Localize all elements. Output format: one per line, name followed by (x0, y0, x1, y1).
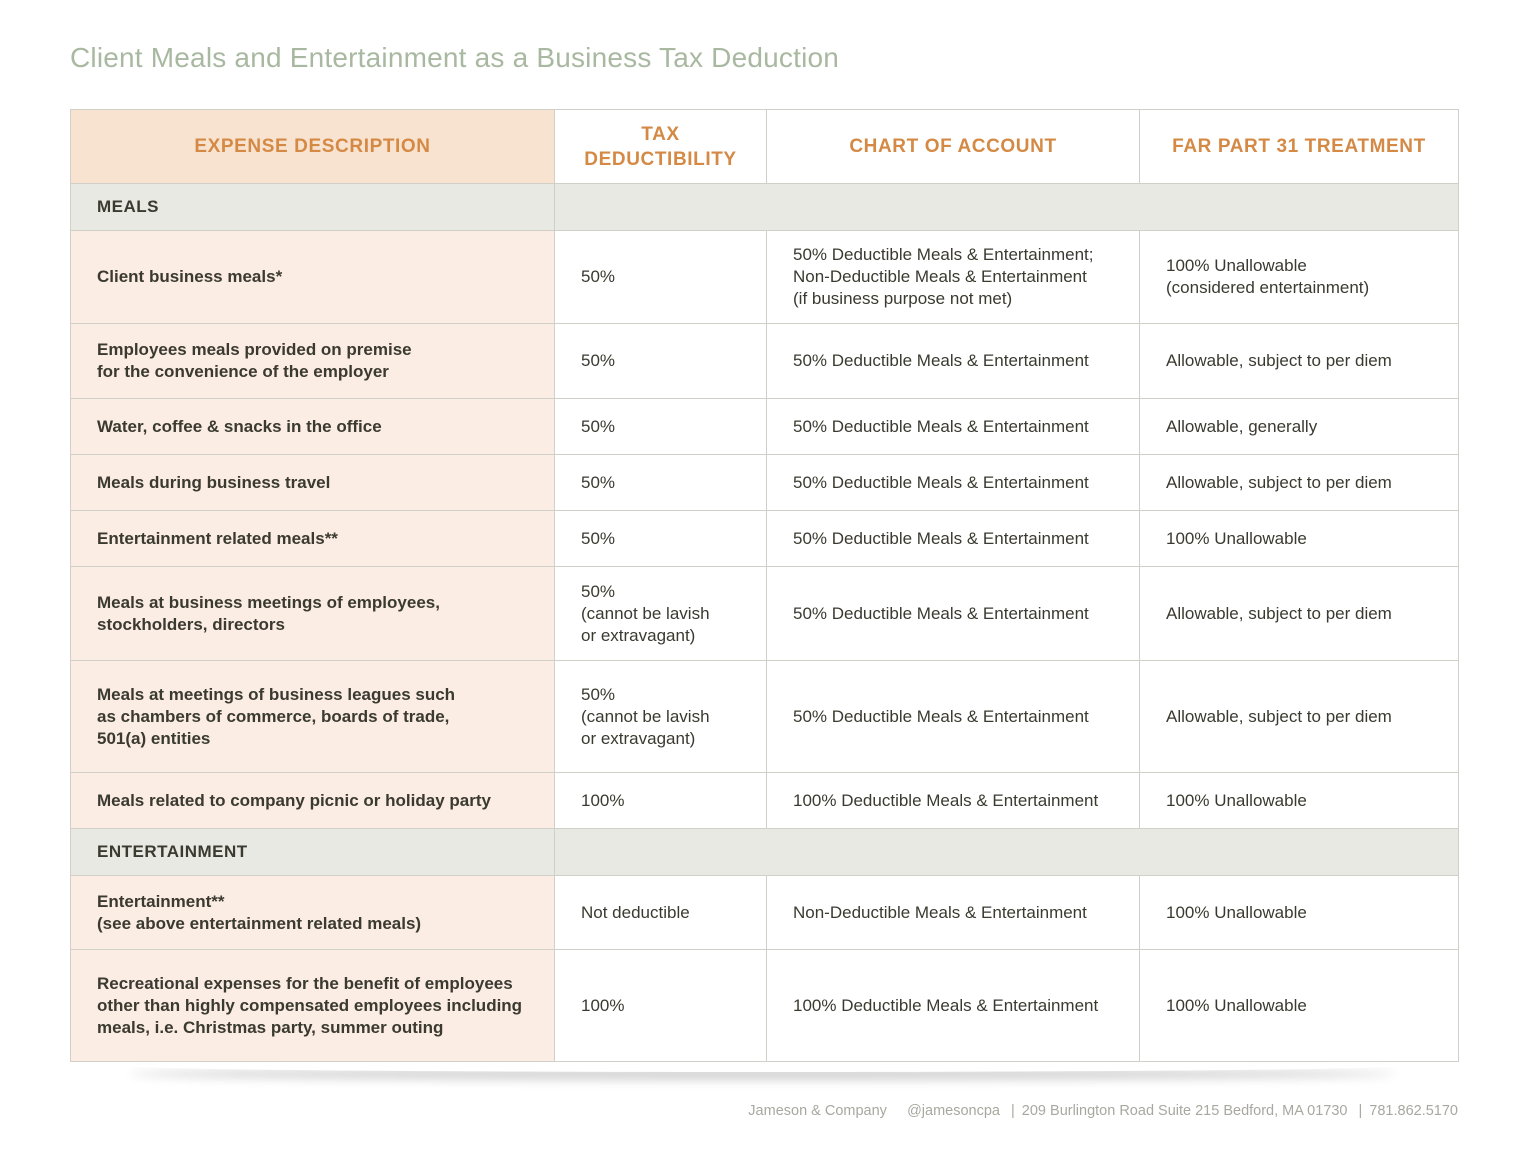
table-row (71, 324, 1459, 399)
table-row (71, 455, 1459, 511)
page-title: Client Meals and Entertainment as a Business Tax Deduction (70, 42, 840, 73)
deduction-table (70, 109, 1459, 1062)
expense-description-cell: Employees meals provided on premise for the convenience of the employer (71, 324, 555, 399)
tax-deductibility-cell: 50% (cannot be lavish or extravagant) (555, 661, 767, 773)
header-expense-description: EXPENSE DESCRIPTION (71, 110, 555, 184)
far-treatment-cell: 100% Unallowable (1140, 950, 1459, 1062)
section-row (71, 829, 1459, 876)
chart-of-account-cell: 100% Deductible Meals & Entertainment (767, 773, 1140, 829)
table-row (71, 231, 1459, 324)
far-treatment-cell: 100% Unallowable (considered entertainment) (1140, 231, 1459, 324)
chart-of-account-cell: Non-Deductible Meals & Entertainment (767, 876, 1140, 950)
table-body (71, 184, 1459, 1062)
tax-deductibility-cell: 50% (555, 231, 767, 324)
far-treatment-cell: 100% Unallowable (1140, 773, 1459, 829)
far-treatment-cell: 100% Unallowable (1140, 876, 1459, 950)
chart-of-account-cell: 50% Deductible Meals & Entertainment (767, 567, 1140, 661)
chart-of-account-cell: 50% Deductible Meals & Entertainment (767, 399, 1140, 455)
far-treatment-cell: 100% Unallowable (1140, 511, 1459, 567)
table-row (71, 876, 1459, 950)
chart-of-account-cell: 50% Deductible Meals & Entertainment (767, 511, 1140, 567)
chart-of-account-cell: 50% Deductible Meals & Entertainment (767, 661, 1140, 773)
section-fill (555, 829, 1459, 876)
expense-description-cell: Water, coffee & snacks in the office (71, 399, 555, 455)
footer-separator: | (1011, 1103, 1015, 1119)
table-row (71, 950, 1459, 1062)
footer (748, 1103, 1458, 1119)
header-tax-line2: DEDUCTIBILITY (584, 148, 737, 170)
tax-deductibility-cell: 100% (555, 950, 767, 1062)
chart-of-account-cell: 50% Deductible Meals & Entertainment (767, 455, 1140, 511)
table-row (71, 773, 1459, 829)
expense-description-cell: Meals related to company picnic or holiday party (71, 773, 555, 829)
far-treatment-cell: Allowable, generally (1140, 399, 1459, 455)
table-row (71, 567, 1459, 661)
footer-address: 209 Burlington Road Suite 215 Bedford, MA 01730 (1021, 1103, 1348, 1119)
section-label: ENTERTAINMENT (71, 829, 555, 876)
section-fill (555, 184, 1459, 231)
tax-deductibility-cell: 100% (555, 773, 767, 829)
section-row (71, 184, 1459, 231)
tax-deductibility-cell: 50% (555, 399, 767, 455)
footer-separator: | (1358, 1103, 1363, 1119)
footer-phone: 781.862.5170 (1369, 1103, 1458, 1119)
header-chart-of-account: CHART OF ACCOUNT (767, 110, 1140, 184)
deduction-table-wrap (70, 109, 1458, 1062)
header-tax-line1: TAX (641, 123, 680, 145)
tax-deductibility-cell: 50% (555, 324, 767, 399)
tax-deductibility-cell: 50% (cannot be lavish or extravagant) (555, 567, 767, 661)
chart-of-account-cell: 100% Deductible Meals & Entertainment (767, 950, 1140, 1062)
expense-description-cell: Client business meals* (71, 231, 555, 324)
table-row (71, 661, 1459, 773)
chart-of-account-cell: 50% Deductible Meals & Entertainment (767, 324, 1140, 399)
expense-description-cell: Meals during business travel (71, 455, 555, 511)
far-treatment-cell: Allowable, subject to per diem (1140, 455, 1459, 511)
tax-deductibility-cell: Not deductible (555, 876, 767, 950)
header-tax-deductibility (555, 110, 767, 184)
expense-description-cell: Meals at meetings of business leagues such as chambers of commerce, boards of trade, 501(a) entities (71, 661, 555, 773)
tax-deductibility-cell: 50% (555, 511, 767, 567)
far-treatment-cell: Allowable, subject to per diem (1140, 567, 1459, 661)
far-treatment-cell: Allowable, subject to per diem (1140, 661, 1459, 773)
chart-of-account-cell: 50% Deductible Meals & Entertainment; Non-Deductible Meals & Entertainment (if business purpose not met) (767, 231, 1140, 324)
footer-company: Jameson & Company (748, 1103, 887, 1119)
tax-deductibility-cell: 50% (555, 455, 767, 511)
header-far-treatment: FAR PART 31 TREATMENT (1140, 110, 1459, 184)
expense-description-cell: Meals at business meetings of employees, stockholders, directors (71, 567, 555, 661)
expense-description-cell: Entertainment** (see above entertainment related meals) (71, 876, 555, 950)
expense-description-cell: Recreational expenses for the benefit of employees other than highly compensated employees including meals, i.e. Christmas party, summer outing (71, 950, 555, 1062)
table-row (71, 511, 1459, 567)
far-treatment-cell: Allowable, subject to per diem (1140, 324, 1459, 399)
table-row (71, 399, 1459, 455)
expense-description-cell: Entertainment related meals** (71, 511, 555, 567)
section-label: MEALS (71, 184, 555, 231)
table-header-row (71, 110, 1459, 184)
footer-handle: @jamesoncpa (907, 1103, 1000, 1119)
